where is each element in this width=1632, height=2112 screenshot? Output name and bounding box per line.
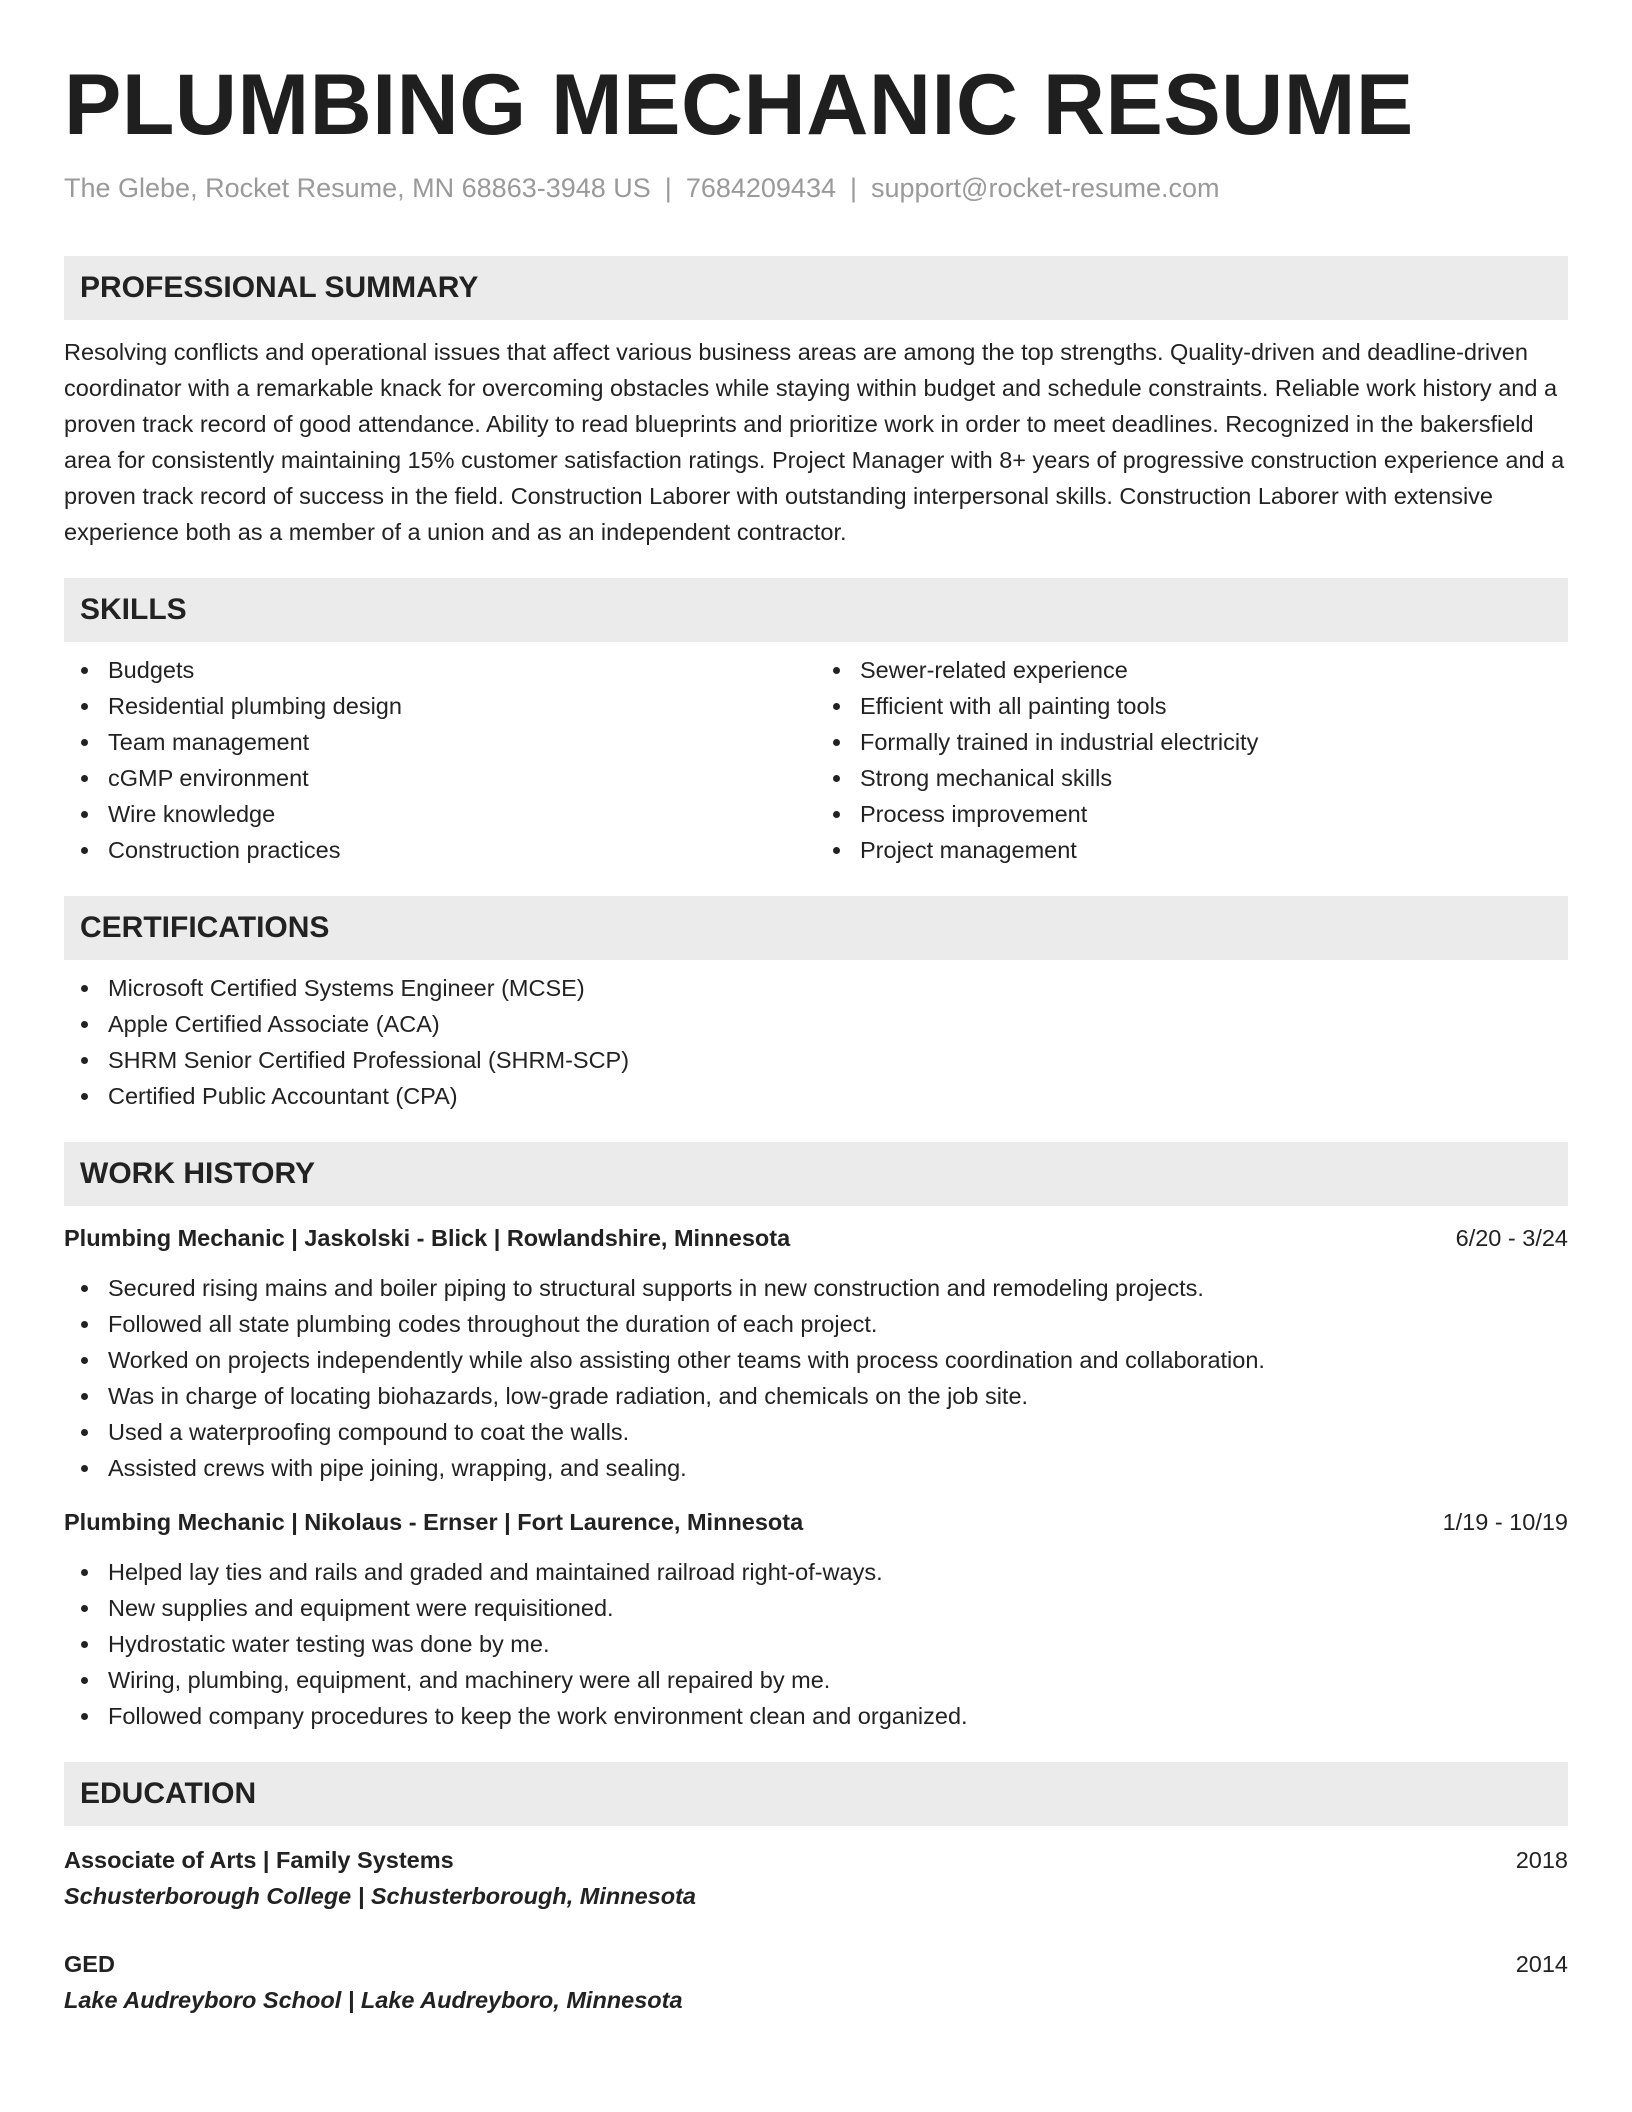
education-school: Schusterborough College | Schusterborough, Minnesota xyxy=(64,1883,696,1909)
job-duty: Wiring, plumbing, equipment, and machinery were all repaired by me. xyxy=(64,1662,1568,1698)
summary-heading: PROFESSIONAL SUMMARY xyxy=(64,256,1568,320)
skill-item: Formally trained in industrial electricity xyxy=(816,724,1568,760)
skill-item: Team management xyxy=(64,724,816,760)
job-duty: Assisted crews with pipe joining, wrapping, and sealing. xyxy=(64,1450,1568,1486)
contact-separator: | xyxy=(849,173,857,203)
skill-item: Sewer-related experience xyxy=(816,652,1568,688)
resume-title: PLUMBING MECHANIC RESUME xyxy=(64,57,1414,153)
skill-item: Efficient with all painting tools xyxy=(816,688,1568,724)
certification-item: SHRM Senior Certified Professional (SHRM-SCP) xyxy=(64,1042,1568,1078)
job-duty: Hydrostatic water testing was done by me. xyxy=(64,1626,1568,1662)
education-degree: GED xyxy=(64,1951,115,1977)
education-entry xyxy=(64,1946,1568,2018)
certifications-list xyxy=(64,970,1568,1114)
skill-item: cGMP environment xyxy=(64,760,816,796)
job-title: Plumbing Mechanic | Jaskolski - Blick | Rowlandshire, Minnesota xyxy=(64,1225,791,1251)
education-degree: Associate of Arts | Family Systems xyxy=(64,1847,454,1873)
summary-text: Resolving conflicts and operational issues that affect various business areas are among the top strengths. Quality-driven and deadline-driven coordinator with a remarkable knack for overcoming obstacles while staying within budget and schedule constraints. Reliable work history and a proven track record of good attendance. Ability to read blueprints and prioritize work in order to meet deadlines. Recognized in the bakersfield area for consistently maintaining 15% customer satisfaction ratings. Project Manager with 8+ years of progressive construction experience and a proven track record of success in the field. Construction Laborer with outstanding interpersonal skills. Construction Laborer with extensive experience both as a member of a union and as an independent contractor. xyxy=(64,339,1565,545)
skills-grid xyxy=(64,652,1568,868)
certifications-heading: CERTIFICATIONS xyxy=(64,896,1568,960)
job-header xyxy=(64,1220,1568,1256)
contact-address: The Glebe, Rocket Resume, MN 68863-3948 US xyxy=(64,173,651,203)
skill-item: Process improvement xyxy=(816,796,1568,832)
contact-separator: | xyxy=(664,173,672,203)
job-dates: 6/20 - 3/24 xyxy=(1455,1225,1568,1251)
contact-email: support@rocket-resume.com xyxy=(871,173,1220,203)
job-header xyxy=(64,1504,1568,1540)
skills-column-left xyxy=(64,652,816,868)
job-duty: Followed all state plumbing codes throughout the duration of each project. xyxy=(64,1306,1568,1342)
work-history-heading: WORK HISTORY xyxy=(64,1142,1568,1206)
skill-item: Project management xyxy=(816,832,1568,868)
job-dates: 1/19 - 10/19 xyxy=(1442,1509,1568,1535)
education-heading: EDUCATION xyxy=(64,1762,1568,1826)
skills-column-right xyxy=(816,652,1568,868)
education-entry xyxy=(64,1842,1568,1914)
job-duties xyxy=(64,1270,1568,1486)
job-duty: New supplies and equipment were requisitioned. xyxy=(64,1590,1568,1626)
job-entry xyxy=(64,1504,1568,1734)
skill-item: Residential plumbing design xyxy=(64,688,816,724)
skill-item: Budgets xyxy=(64,652,816,688)
job-title: Plumbing Mechanic | Nikolaus - Ernser | Fort Laurence, Minnesota xyxy=(64,1509,804,1535)
education-year: 2018 xyxy=(1515,1847,1568,1873)
skill-item: Construction practices xyxy=(64,832,816,868)
skill-item: Strong mechanical skills xyxy=(816,760,1568,796)
skills-heading: SKILLS xyxy=(64,578,1568,642)
skills-list-right xyxy=(816,652,1568,868)
education-school: Lake Audreyboro School | Lake Audreyboro, Minnesota xyxy=(64,1987,683,2013)
certification-item: Certified Public Accountant (CPA) xyxy=(64,1078,1568,1114)
job-duty: Was in charge of locating biohazards, low-grade radiation, and chemicals on the job site. xyxy=(64,1378,1568,1414)
certification-item: Microsoft Certified Systems Engineer (MCSE) xyxy=(64,970,1568,1006)
job-entry xyxy=(64,1220,1568,1486)
job-duty: Helped lay ties and rails and graded and maintained railroad right-of-ways. xyxy=(64,1554,1568,1590)
contact-line xyxy=(64,170,1568,206)
job-duty: Worked on projects independently while also assisting other teams with process coordination and collaboration. xyxy=(64,1342,1568,1378)
skill-item: Wire knowledge xyxy=(64,796,816,832)
education-header xyxy=(64,1946,1568,1982)
education-header xyxy=(64,1842,1568,1878)
contact-phone: 7684209434 xyxy=(685,173,836,203)
job-duty: Secured rising mains and boiler piping to structural supports in new construction and remodeling projects. xyxy=(64,1270,1568,1306)
job-duty: Used a waterproofing compound to coat the walls. xyxy=(64,1414,1568,1450)
job-duty: Followed company procedures to keep the work environment clean and organized. xyxy=(64,1698,1568,1734)
skills-list-left xyxy=(64,652,816,868)
job-duties xyxy=(64,1554,1568,1734)
education-year: 2014 xyxy=(1515,1951,1568,1977)
certification-item: Apple Certified Associate (ACA) xyxy=(64,1006,1568,1042)
